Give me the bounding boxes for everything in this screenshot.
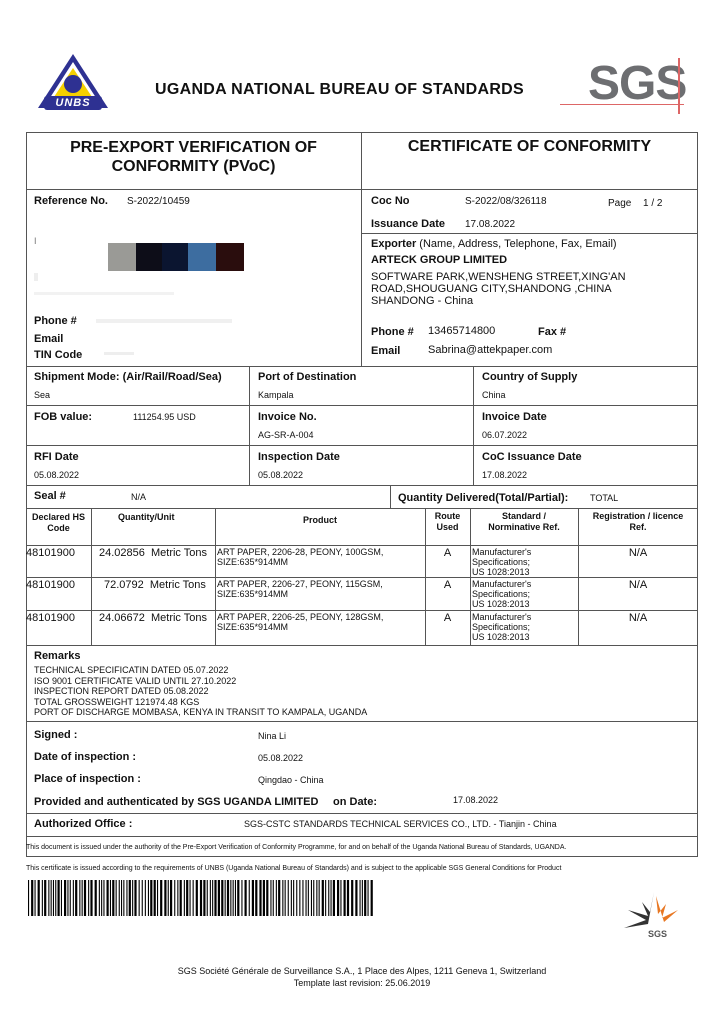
row-standard-line3: US 1028:2013 (472, 599, 530, 609)
row-product (217, 547, 383, 567)
sgs-logo-text: SGS (588, 57, 687, 110)
shipment-mode-value: Sea (34, 390, 51, 400)
remarks-line: INSPECTION REPORT DATED 05.08.2022 (34, 686, 209, 696)
pvoc-title-line1: PRE-EXPORT VERIFICATION OF (70, 139, 317, 156)
unbs-logo-text: UNBS (55, 97, 91, 109)
note-authority: This document is issued under the authority of the Pre-Export Verification of Conformity Programme, for and on behalf of the Uganda National Bureau of Standards, UGANDA. (26, 844, 567, 851)
header-route-line1: Route (434, 511, 461, 521)
sgs-logo-mark (678, 58, 680, 114)
row-standard (472, 547, 531, 577)
agency-title: UGANDA NATIONAL BUREAU OF STANDARDS (155, 81, 525, 98)
row-product-line2: SIZE:635*914MM (217, 557, 289, 567)
exporter-address-line3: SHANDONG - China (371, 295, 474, 307)
row-registration: N/A (628, 612, 648, 624)
reference-value: S-2022/10459 (127, 196, 190, 207)
exporter-email-value: Sabrina@attekpaper.com (428, 344, 553, 356)
exporter-fax-label: Fax # (538, 326, 567, 338)
quantity-delivered-label: Quantity Delivered(Total/Partial): (398, 492, 569, 504)
invoice-date-value: 06.07.2022 (482, 430, 528, 440)
sgs-seal-text: SGS (648, 929, 668, 939)
header-standard-line1: Standard / (501, 511, 546, 521)
row-product-line1: ART PAPER, 2206-25, PEONY, 128GSM, (217, 612, 384, 622)
coc-issuance-date-value: 17.08.2022 (482, 470, 528, 480)
row-standard-line3: US 1028:2013 (472, 632, 530, 642)
remarks-text (34, 665, 367, 718)
invoice-date-label: Invoice Date (482, 411, 547, 423)
on-date-value: 17.08.2022 (453, 795, 499, 805)
place-inspection-value: Qingdao - China (258, 775, 324, 785)
seal-value: N/A (131, 492, 147, 502)
row-route: A (443, 547, 452, 559)
shipment-mode-label: Shipment Mode: (Air/Rail/Road/Sea) (34, 371, 222, 383)
exporter-address-line2: ROAD,SHOUGUANG CITY,SHANDONG ,CHINA (371, 283, 612, 295)
redacted-tin (104, 352, 134, 355)
row-standard-line1: Manufacturer's (472, 547, 532, 557)
remarks-label: Remarks (34, 650, 81, 662)
row-product-line2: SIZE:635*914MM (217, 589, 289, 599)
footer-template-revision: Template last revision: 25.06.2019 (293, 978, 431, 988)
exporter-label-line (371, 238, 617, 250)
unbs-logo (36, 52, 110, 112)
header-hs-code (26, 512, 91, 534)
exporter-label-detail: (Name, Address, Telephone, Fax, Email) (416, 238, 617, 250)
date-inspection-value: 05.08.2022 (258, 753, 304, 763)
row-hs-code: 48101900 (26, 612, 75, 624)
seal-label: Seal # (34, 490, 66, 502)
header-standard (470, 511, 578, 533)
row-standard-line2: Specifications; (472, 557, 531, 567)
row-standard-line3: US 1028:2013 (472, 567, 530, 577)
row-product (217, 579, 383, 599)
page-value: 1 / 2 (643, 198, 663, 209)
signed-label: Signed : (34, 729, 78, 741)
footer-address: SGS Société Générale de Surveillance S.A., 1 Place des Alpes, 1211 Geneva 1, Switzerland (177, 966, 547, 976)
exporter-label: Exporter (371, 238, 417, 250)
header-product: Product (302, 515, 337, 525)
authorized-office-value: SGS-CSTC STANDARDS TECHNICAL SERVICES CO., LTD. - Tianjin - China (244, 819, 557, 829)
row-quantity: 24.02856 Metric Tons (99, 547, 208, 559)
signed-value: Nina Li (258, 731, 287, 741)
row-product-line1: ART PAPER, 2206-28, PEONY, 100GSM, (217, 547, 384, 557)
redacted-color-block (108, 243, 244, 271)
header-reg-line2: Ref. (629, 522, 647, 532)
invoice-no-value: AG-SR-A-004 (258, 430, 314, 440)
header-registration (578, 511, 698, 533)
fob-value: 111254.95 USD (133, 412, 196, 422)
pvoc-title-line2: CONFORMITY (PVoC) (111, 158, 276, 175)
row-quantity: 72.0792 Metric Tons (104, 579, 206, 591)
port-destination-label: Port of Destination (258, 371, 357, 383)
importer-initial: I (34, 236, 37, 246)
row-standard-line2: Specifications; (472, 589, 531, 599)
port-destination-value: Kampala (258, 390, 294, 400)
row-product (217, 612, 383, 632)
row-product-line2: SIZE:635*914MM (217, 622, 289, 632)
redacted-phone (96, 319, 232, 323)
exporter-address-line1: SOFTWARE PARK,WENSHENG STREET,XING'AN (371, 271, 626, 283)
issuance-date-value: 17.08.2022 (465, 219, 516, 230)
remarks-line: TOTAL GROSSWEIGHT 121974.48 KGS (34, 696, 200, 707)
rfi-date-label: RFI Date (34, 451, 79, 463)
importer-tin-label: TIN Code (34, 349, 83, 361)
place-inspection-label: Place of inspection : (34, 773, 141, 785)
header-hs-line1: Declared HS (31, 512, 86, 522)
row-quantity: 24.06672 Metric Tons (99, 612, 208, 624)
redacted-text-1 (34, 273, 38, 281)
exporter-phone-label: Phone # (371, 326, 414, 338)
inspection-date-value: 05.08.2022 (258, 470, 304, 480)
row-standard (472, 612, 531, 642)
pvoc-title (26, 138, 361, 176)
exporter-address (371, 271, 626, 307)
country-supply-value: China (482, 390, 506, 400)
sgs-seal (620, 888, 686, 944)
inspection-date-label: Inspection Date (258, 451, 340, 463)
rfi-date-value: 05.08.2022 (34, 470, 80, 480)
importer-phone-label: Phone # (34, 315, 77, 327)
header-quantity: Quantity/Unit (118, 512, 175, 522)
country-supply-label: Country of Supply (482, 371, 578, 383)
authorized-office-label: Authorized Office : (34, 818, 133, 830)
header-route (425, 511, 470, 533)
quantity-delivered-value: TOTAL (590, 493, 619, 503)
date-inspection-label: Date of inspection : (34, 751, 137, 763)
note-requirements: This certificate is issued according to the requirements of UNBS (Uganda National Bureau of Standards) and is subject to the applicable SGS General Conditions for Product (26, 865, 562, 872)
barcode-icon (28, 880, 376, 916)
invoice-no-label: Invoice No. (258, 411, 317, 423)
header-standard-line2: Norminative Ref. (488, 522, 560, 532)
row-hs-code: 48101900 (26, 547, 75, 559)
row-route: A (443, 579, 452, 591)
issuance-date-label: Issuance Date (371, 218, 445, 230)
exporter-name: ARTECK GROUP LIMITED (371, 254, 508, 266)
row-standard-line2: Specifications; (472, 622, 531, 632)
on-date-label: on Date: (333, 796, 377, 808)
coc-title: CERTIFICATE OF CONFORMITY (407, 138, 652, 155)
redacted-text-2 (34, 292, 174, 295)
row-registration: N/A (628, 579, 648, 591)
coc-no-label: Coc No (371, 195, 410, 207)
exporter-email-label: Email (371, 345, 401, 357)
remarks-line: PORT OF DISCHARGE MOMBASA, KENYA IN TRANSIT TO KAMPALA, UGANDA (34, 707, 368, 717)
row-product-line1: ART PAPER, 2206-27, PEONY, 115GSM, (217, 579, 383, 589)
coc-no-value: S-2022/08/326118 (465, 196, 547, 207)
provided-label: Provided and authenticated by SGS UGANDA LIMITED (34, 796, 319, 808)
header-route-line2: Used (436, 522, 459, 532)
coc-issuance-date-label: CoC Issuance Date (482, 451, 582, 463)
row-route: A (443, 612, 452, 624)
row-registration: N/A (628, 547, 648, 559)
exporter-phone-value: 13465714800 (428, 325, 496, 337)
fob-label: FOB value: (34, 411, 93, 423)
remarks-line: ISO 9001 CERTIFICATE VALID UNTIL 27.10.2022 (34, 675, 237, 686)
row-standard-line1: Manufacturer's (472, 579, 532, 589)
reference-label: Reference No. (34, 195, 108, 207)
remarks-line: TECHNICAL SPECIFICATIN DATED 05.07.2022 (34, 665, 229, 675)
row-hs-code: 48101900 (26, 579, 75, 591)
importer-email-label: Email (34, 333, 64, 345)
sgs-logo (560, 57, 687, 114)
page-label: Page (608, 198, 632, 209)
row-standard (472, 579, 531, 609)
header-hs-line2: Code (47, 523, 70, 533)
row-standard-line1: Manufacturer's (472, 612, 532, 622)
header-reg-line1: Registration / licence (592, 511, 684, 521)
